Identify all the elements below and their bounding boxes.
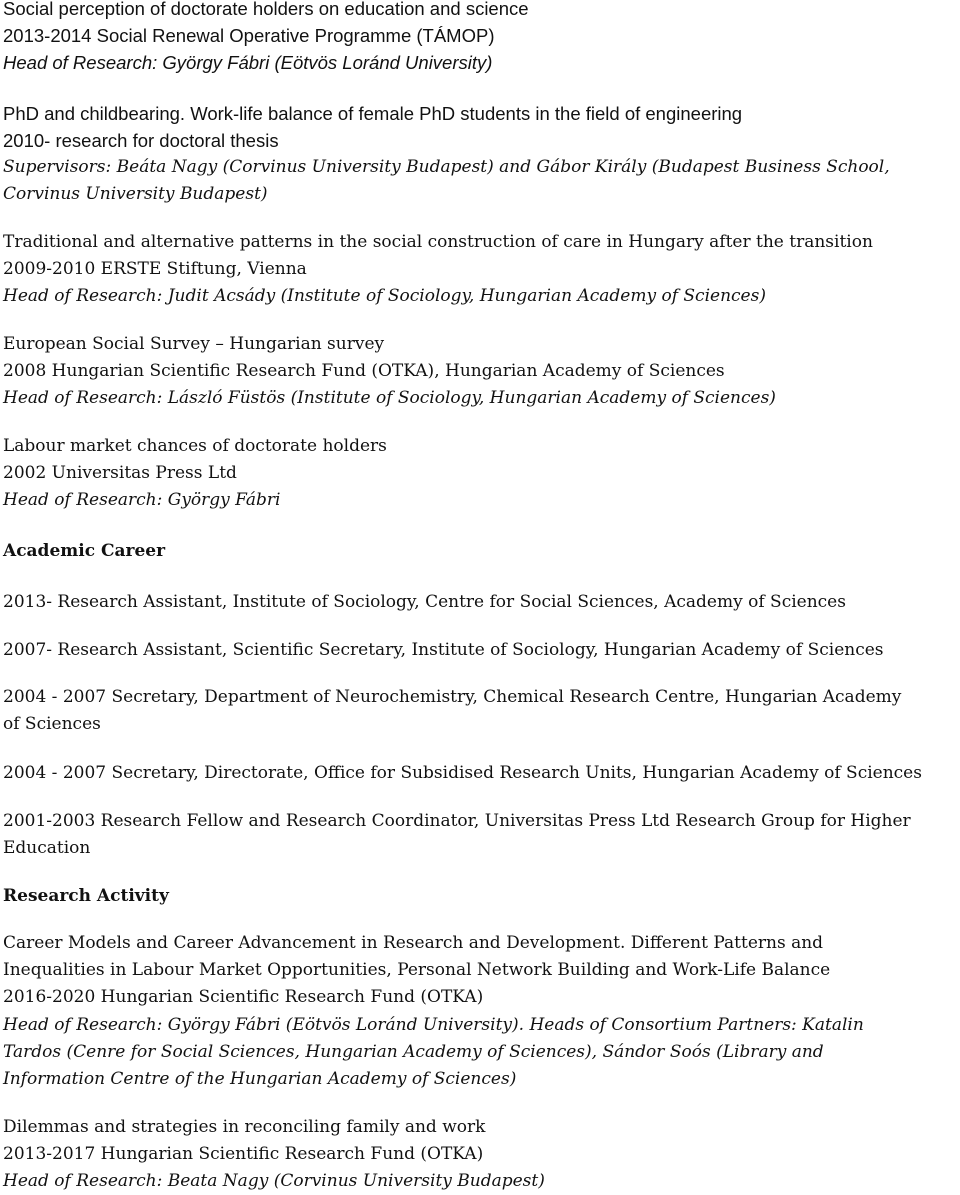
project-head: Head of Research: Judit Acsády (Institute of Sociology, Hungarian Academy of Sciences) — [3, 286, 766, 306]
activity-head-line-3: Information Centre of the Hungarian Academy of Sciences) — [3, 1069, 517, 1089]
phd-title-part-b: Work-life balance of female PhD students in the field of engineering — [190, 103, 743, 124]
career-entry: 2004 - 2007 Secretary, Department of Neurochemistry, Chemical Research Centre, Hungarian Academy — [3, 687, 902, 707]
activity-funding: 2016-2020 Hungarian Scientific Research Fund (OTKA) — [3, 987, 484, 1007]
project-title: Social perception of doctorate holders on education and science — [3, 0, 529, 19]
activity-head-line-2: Tardos (Cenre for Social Sciences, Hungarian Academy of Sciences), Sándor Soós (Library and — [3, 1042, 824, 1062]
activity-title: Dilemmas and strategies in reconciling family and work — [3, 1117, 486, 1137]
activity-title-line-1: Career Models and Career Advancement in Research and Development. Different Patterns and — [3, 933, 824, 953]
career-entry-continuation: Education — [3, 838, 91, 858]
phd-project-title — [3, 100, 742, 129]
phd-title-part-a: PhD and childbearing. — [3, 103, 191, 124]
activity-title-line-2: Inequalities in Labour Market Opportunities, Personal Network Building and Work-Life Balance — [3, 960, 831, 980]
project-funding: 2008 Hungarian Scientific Research Fund (OTKA), Hungarian Academy of Sciences — [3, 361, 725, 381]
career-entry: 2004 - 2007 Secretary, Directorate, Office for Subsidised Research Units, Hungarian Academy of Sciences — [3, 763, 922, 783]
phd-supervisors-line-2: Corvinus University Budapest) — [3, 184, 268, 204]
project-head: Head of Research: György Fábri — [3, 490, 281, 510]
project-head: Head of Research: György Fábri (Eötvös Loránd University) — [3, 52, 493, 73]
phd-project-funding: 2010- research for doctoral thesis — [3, 130, 279, 151]
project-funding: 2009-2010 ERSTE Stiftung, Vienna — [3, 259, 307, 279]
project-title: Labour market chances of doctorate holders — [3, 436, 387, 456]
career-entry: 2001-2003 Research Fellow and Research Coordinator, Universitas Press Ltd Research Group for Higher — [3, 811, 911, 831]
project-title: European Social Survey – Hungarian survey — [3, 334, 385, 354]
career-entry-continuation: of Sciences — [3, 714, 101, 734]
project-funding: 2002 Universitas Press Ltd — [3, 463, 237, 483]
activity-funding: 2013-2017 Hungarian Scientific Research Fund (OTKA) — [3, 1144, 484, 1164]
activity-head: Head of Research: Beata Nagy (Corvinus University Budapest) — [3, 1171, 545, 1191]
project-title: Traditional and alternative patterns in the social construction of care in Hungary after the transition — [3, 232, 873, 252]
phd-supervisors-line-1: Supervisors: Beáta Nagy (Corvinus University Budapest) and Gábor Király (Budapest Business School, — [3, 157, 890, 177]
academic-career-heading: Academic Career — [3, 541, 166, 561]
activity-head-line-1: Head of Research: György Fábri (Eötvös Loránd University). Heads of Consortium Partners: Katalin — [3, 1015, 864, 1035]
project-head: Head of Research: László Füstös (Institute of Sociology, Hungarian Academy of Sciences) — [3, 388, 776, 408]
research-activity-heading: Research Activity — [3, 886, 169, 906]
project-funding: 2013-2014 Social Renewal Operative Programme (TÁMOP) — [3, 25, 495, 46]
career-entry: 2013- Research Assistant, Institute of Sociology, Centre for Social Sciences, Academy of Sciences — [3, 592, 846, 612]
career-entry: 2007- Research Assistant, Scientific Secretary, Institute of Sociology, Hungarian Academy of Sciences — [3, 640, 884, 660]
